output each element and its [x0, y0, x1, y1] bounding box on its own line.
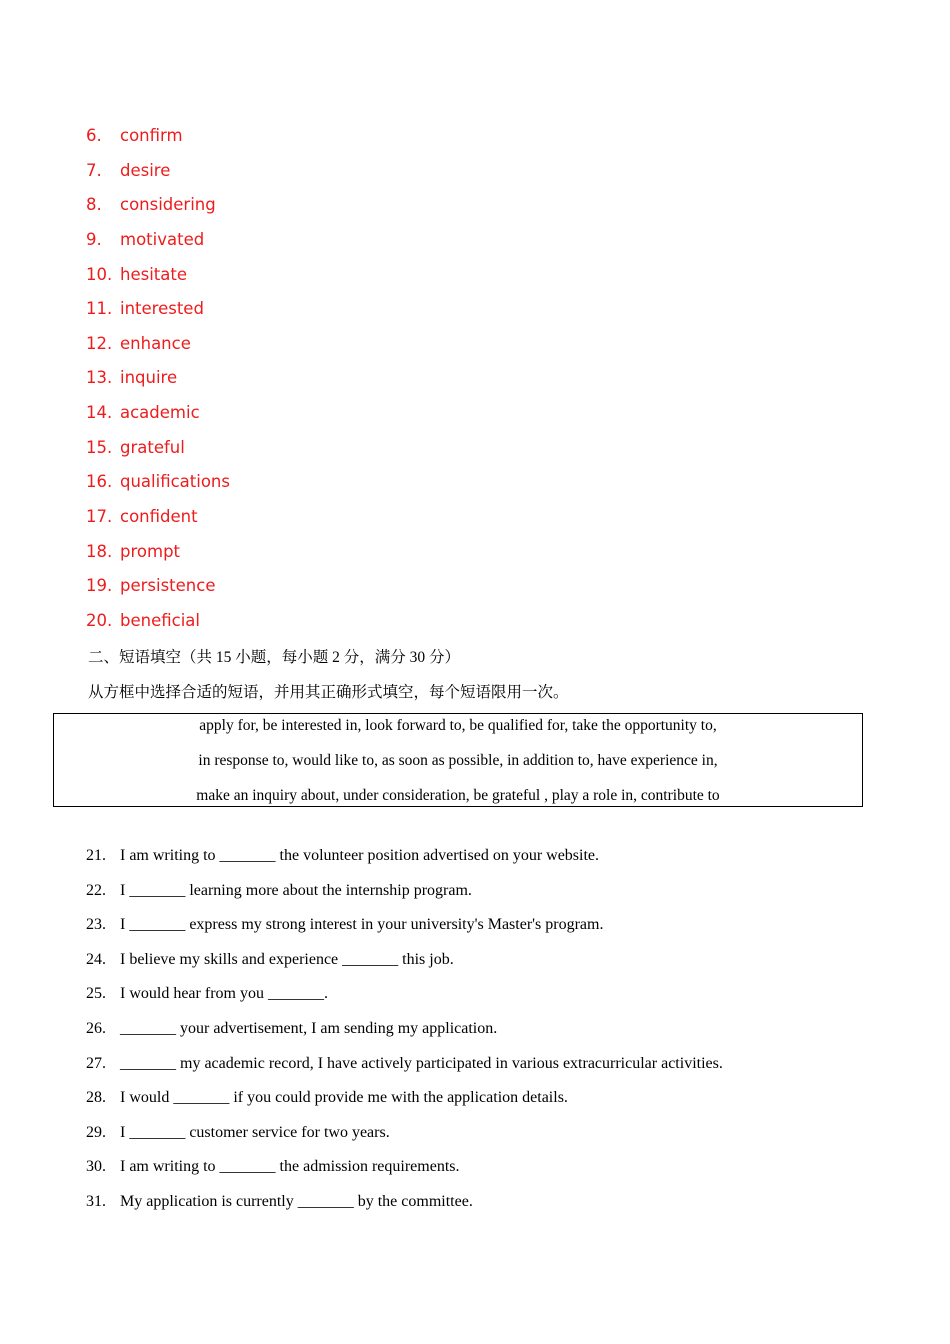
list-item: 22. I _______ learning more about the internship program.: [86, 881, 472, 899]
list-item: 25. I would hear from you _______.: [86, 985, 328, 1003]
list-item: 17. confident: [86, 507, 198, 527]
list-item: 9. motivated: [86, 229, 205, 249]
list-item: 20. beneficial: [86, 610, 200, 630]
question-list: [86, 844, 723, 1225]
list-item: 31. My application is currently _______ by the committee.: [86, 1192, 473, 1210]
answer-list: [86, 124, 230, 644]
phrase-line: in response to, would like to, as soon as possible, in addition to, have experience in,: [198, 752, 718, 769]
list-item: 21. I am writing to _______ the volunteer position advertised on your website.: [86, 847, 600, 864]
list-item: 19. persistence: [86, 576, 216, 596]
list-item: 28. I would _______ if you could provide me with the application details.: [86, 1089, 568, 1107]
instruction-text: 从方框中选择合适的短语，并用其正确形式填空，每个短语限用一次。: [88, 684, 569, 701]
list-item: 18. prompt: [86, 541, 181, 561]
list-item: 16. qualifications: [86, 472, 230, 492]
phrase-box: [53, 713, 863, 807]
list-item: 27. _______ my academic record, I have actively participated in various extracurricular activities.: [86, 1054, 723, 1072]
list-item: 8. considering: [86, 195, 216, 215]
list-item: 14. academic: [86, 403, 200, 423]
phrase-line: apply for, be interested in, look forward to, be qualified for, take the opportunity to,: [199, 717, 717, 734]
section-title: 二、短语填空（共 15 小题，每小题 2 分，满分 30 分）: [88, 649, 461, 666]
list-item: 15. grateful: [86, 437, 185, 457]
list-item: 26. _______ your advertisement, I am sending my application.: [86, 1019, 498, 1037]
list-item: 30. I am writing to _______ the admission requirements.: [86, 1158, 460, 1176]
phrase-line: make an inquiry about, under consideration, be grateful , play a role in, contribute to: [196, 787, 720, 804]
list-item: 10. hesitate: [86, 264, 187, 284]
list-item: 29. I _______ customer service for two years.: [86, 1123, 390, 1141]
list-item: 13. inquire: [86, 368, 178, 388]
list-item: 11. interested: [86, 299, 204, 319]
list-item: 7. desire: [86, 160, 171, 180]
list-item: 12. enhance: [86, 333, 191, 353]
list-item: 6. confirm: [86, 126, 183, 145]
list-item: 24. I believe my skills and experience _______ this job.: [86, 950, 454, 968]
list-item: 23. I _______ express my strong interest in your university's Master's program.: [86, 916, 604, 934]
